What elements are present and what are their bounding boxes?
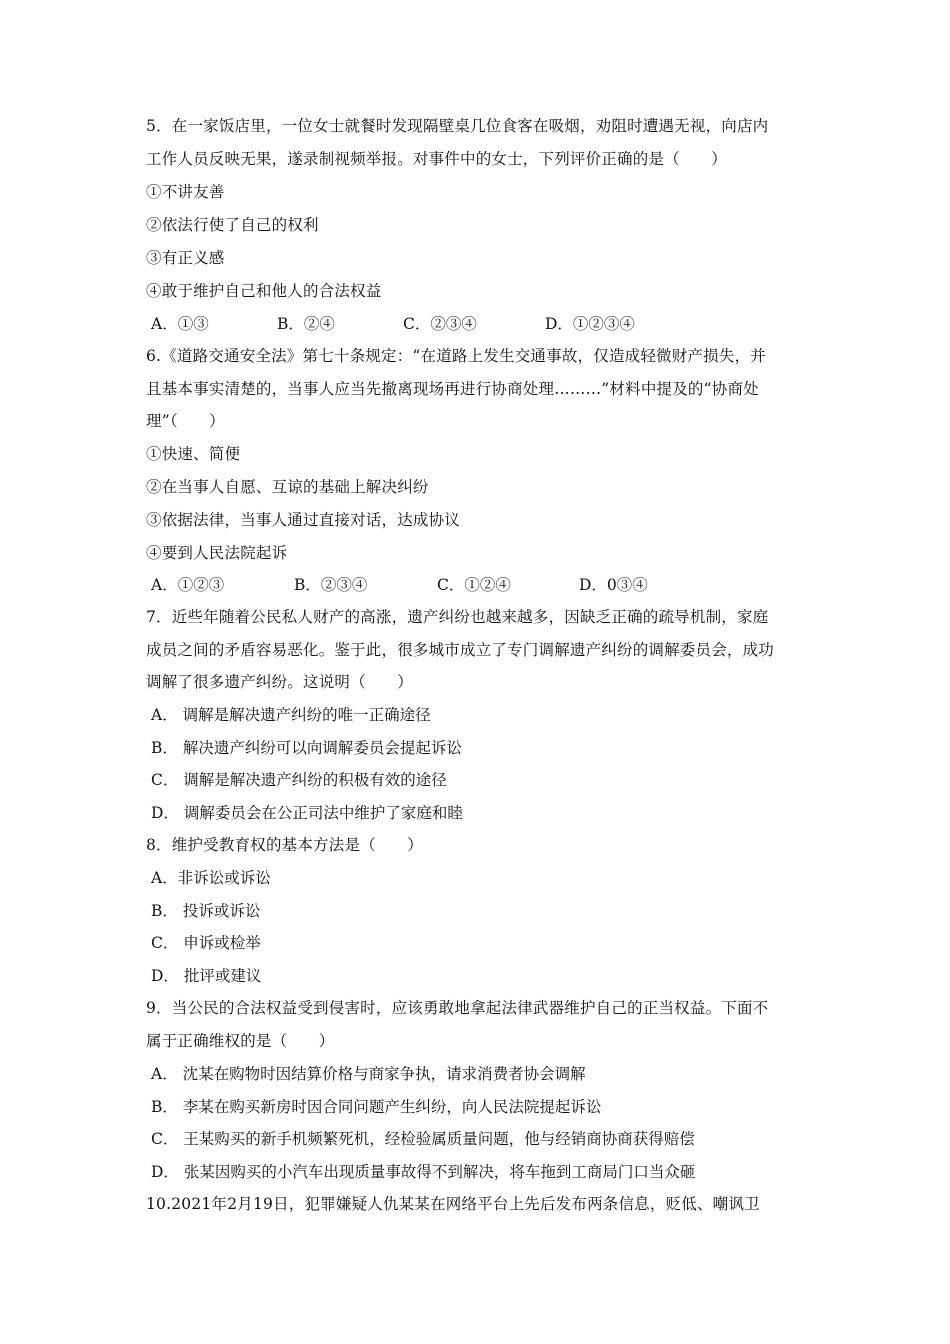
q7-stem-line3: 调解了很多遗产纠纷。这说明（ ） — [146, 673, 413, 691]
q8-option-b: B． 投诉或诉讼 — [151, 902, 261, 920]
q8-option-a: A．非诉讼或诉讼 — [151, 869, 271, 887]
q5-statement-1: ①不讲友善 — [146, 183, 225, 201]
q5-statement-2: ②依法行使了自己的权利 — [146, 216, 319, 234]
q7-option-c: C． 调解是解决遗产纠纷的积极有效的途径 — [151, 771, 447, 789]
q6-stem-line1: 6.《道路交通安全法》第七十条规定：“在道路上发生交通事故，仅造成轻微财产损失，并 — [146, 347, 766, 365]
q7-option-a: A． 调解是解决遗产纠纷的唯一正确途径 — [151, 706, 431, 724]
q6-stem-line2: 且基本事实清楚的，当事人应当先撤离现场再进行协商处理………”材料中提及的“协商处 — [146, 380, 759, 398]
q5-statement-3: ③有正义感 — [146, 249, 225, 267]
q9-stem-line2: 属于正确维权的是（ ） — [146, 1032, 335, 1050]
q6-statement-2: ②在当事人自愿、互谅的基础上解决纠纷 — [146, 478, 429, 496]
q6-option-a: A．①②③ — [151, 576, 225, 594]
q9-option-c: C． 王某购买的新手机频繁死机，经检验属质量问题，他与经销商协商获得赔偿 — [151, 1130, 695, 1148]
q6-statement-4: ④要到人民法院起诉 — [146, 544, 288, 562]
q10-stem-line1: 10.2021年2月19日，犯罪嫌疑人仇某某在网络平台上先后发布两条信息，贬低、嘲讽卫 — [146, 1195, 760, 1213]
q6-statement-3: ③依据法律，当事人通过直接对话，达成协议 — [146, 511, 461, 529]
q8-option-d: D． 批评或建议 — [151, 967, 262, 985]
q7-option-b: B． 解决遗产纠纷可以向调解委员会提起诉讼 — [151, 739, 462, 757]
q5-option-c: C．②③④ — [403, 315, 477, 333]
q5-option-a: A．①③ — [151, 315, 209, 333]
q9-option-d: D． 张某因购买的小汽车出现质量事故得不到解决，将车拖到工商局门口当众砸 — [151, 1163, 696, 1181]
q7-option-d: D． 调解委员会在公正司法中维护了家庭和睦 — [151, 804, 463, 822]
q7-stem-line1: 7．近些年随着公民私人财产的高涨，遗产纠纷也越来越多，因缺乏正确的疏导机制，家庭 — [146, 608, 769, 626]
q6-option-b: B．②③④ — [294, 576, 368, 594]
q5-statement-4: ④敢于维护自己和他人的合法权益 — [146, 282, 382, 300]
q7-stem-line2: 成员之间的矛盾容易恶化。鉴于此，很多城市成立了专门调解遗产纠纷的调解委员会，成功 — [146, 641, 775, 659]
q9-stem-line1: 9．当公民的合法权益受到侵害时，应该勇敢地拿起法律武器维护自己的正当权益。下面不 — [146, 999, 769, 1017]
q5-stem-line2: 工作人员反映无果，遂录制视频举报。对事件中的女士，下列评价正确的是（ ） — [146, 150, 727, 168]
q8-option-c: C． 申诉或检举 — [151, 934, 261, 952]
q6-stem-line3: 理”（ ） — [146, 412, 225, 430]
q5-stem-line1: 5．在一家饭店里，一位女士就餐时发现隔壁桌几位食客在吸烟，劝阻时遭遇无视，向店内 — [146, 117, 769, 135]
q6-option-d: D．0③④ — [579, 576, 648, 594]
q5-option-b: B．②④ — [277, 315, 335, 333]
q6-statement-1: ①快速、简便 — [146, 445, 241, 463]
q9-option-a: A． 沈某在购物时因结算价格与商家争执，请求消费者协会调解 — [151, 1065, 586, 1083]
q9-option-b: B． 李某在购买新房时因合同问题产生纠纷，向人民法院提起诉讼 — [151, 1098, 602, 1116]
q6-option-c: C．①②④ — [437, 576, 511, 594]
q8-stem-line1: 8．维护受教育权的基本方法是（ ） — [146, 836, 423, 854]
q5-option-d: D．①②③④ — [545, 315, 635, 333]
